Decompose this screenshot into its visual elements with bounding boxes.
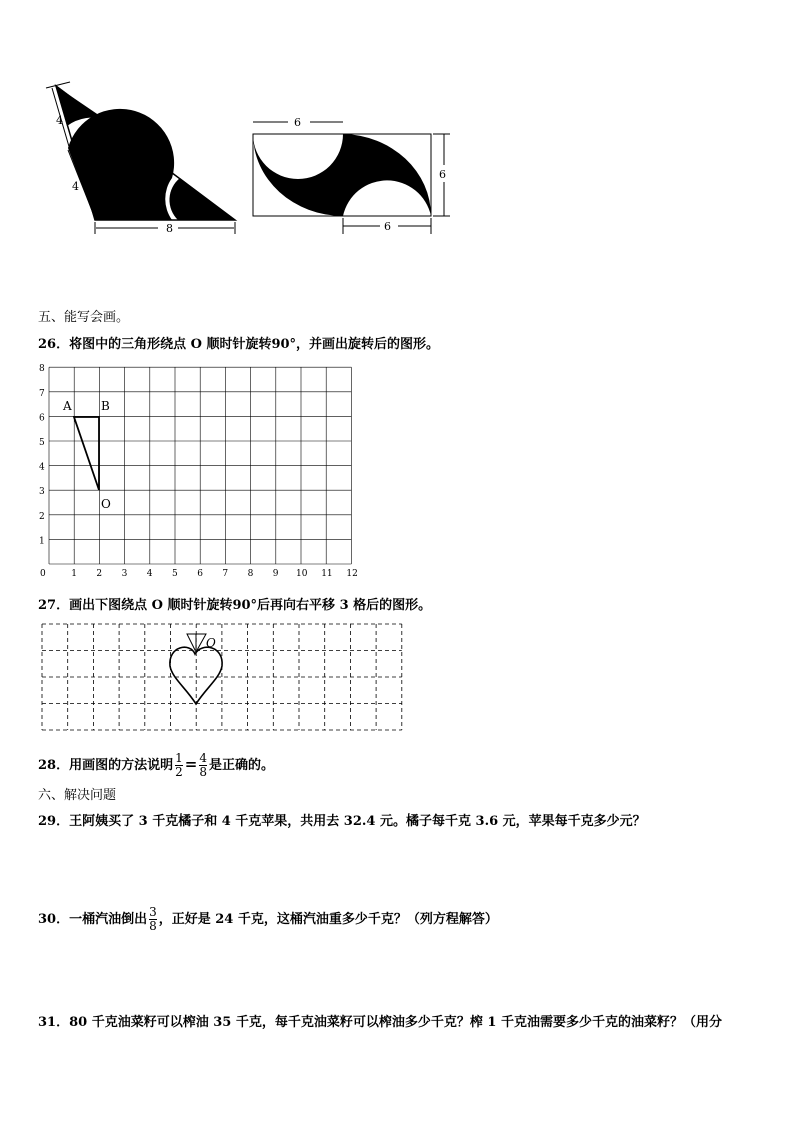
q26-grid [34,364,364,579]
q29-text: 29．王阿姨买了 3 千克橘子和 4 千克苹果，共用去 32.4 元。橘子每千克 3.6 元，苹果每千克多少元？ [38,814,646,829]
rect-label-2: 6 [384,220,391,233]
x-tick-label: 5 [172,569,178,579]
point-label-o: O [101,497,111,511]
y-tick-label: 1 [39,536,45,547]
q28-line [38,752,274,779]
q28-frac1 [175,752,183,779]
q30-frac [149,906,157,933]
tri-label-1: 4 [56,114,63,127]
y-tick-label: 7 [39,388,45,399]
q28-equals: = [184,755,198,773]
triangle-figure [40,78,245,238]
q28-frac1-num: 1 [175,751,183,765]
q30-prefix: 30．一桶汽油倒出 [38,912,148,927]
q30-suffix: ，正好是 24 千克，这桶汽油重多少千克？（列方程解答） [158,912,498,927]
q27-text: 27．画出下图绕点 O 顺时针旋转90°后再向右平移 3 格后的图形。 [38,598,432,613]
q27-grid [40,620,406,734]
x-tick-label: 8 [247,569,254,579]
q28-frac2-den: 8 [199,765,207,779]
q27-point-o: O [206,636,216,650]
q26-text: 26．将图中的三角形绕点 O 顺时针旋转90°，并画出旋转后的图形。 [38,337,440,352]
y-tick-label: 8 [39,364,45,375]
x-tick-label: 11 [321,569,333,579]
y-tick-label: 3 [39,487,45,498]
q30-frac-num: 3 [149,905,157,919]
y-tick-label: 2 [39,511,45,522]
q31-text: 31．80 千克油菜籽可以榨油 35 千克，每千克油菜籽可以榨油多少千克？榨 1 千克油需要多少千克的油菜籽？（用分 [38,1015,722,1030]
q28-suffix: 是正确的。 [208,758,274,773]
y-tick-label: 4 [39,462,45,473]
rect-label-1: 6 [294,116,301,129]
tri-label-2: 4 [72,180,79,193]
x-tick-label: 3 [121,569,128,579]
point-label-a: A [63,399,72,413]
x-tick-label: 1 [71,569,77,579]
point-label-b: B [101,399,110,413]
section5-title: 五、能写会画。 [38,310,130,325]
x-tick-label: 4 [146,569,153,579]
section6-title: 六、解决问题 [38,788,117,803]
q30-frac-den: 8 [149,919,157,933]
tri-label-3: 8 [166,222,173,235]
y-tick-label: 6 [39,413,45,424]
rectangle-figure [248,110,458,238]
q28-frac2 [199,752,207,779]
x-tick-label: 9 [272,569,279,579]
q28-frac1-den: 2 [175,765,183,779]
q30-line [38,906,498,933]
x-tick-label: 6 [197,569,203,579]
x-tick-label: 12 [346,569,358,579]
x-tick-label: 2 [96,569,103,579]
q28-frac2-num: 4 [199,751,207,765]
q28-prefix: 28．用画图的方法说明 [38,758,174,773]
x-tick-label: 0 [40,569,46,579]
x-tick-label: 7 [222,569,229,579]
y-tick-label: 5 [39,438,45,448]
x-tick-label: 10 [296,569,308,579]
rect-label-3: 6 [439,168,446,181]
